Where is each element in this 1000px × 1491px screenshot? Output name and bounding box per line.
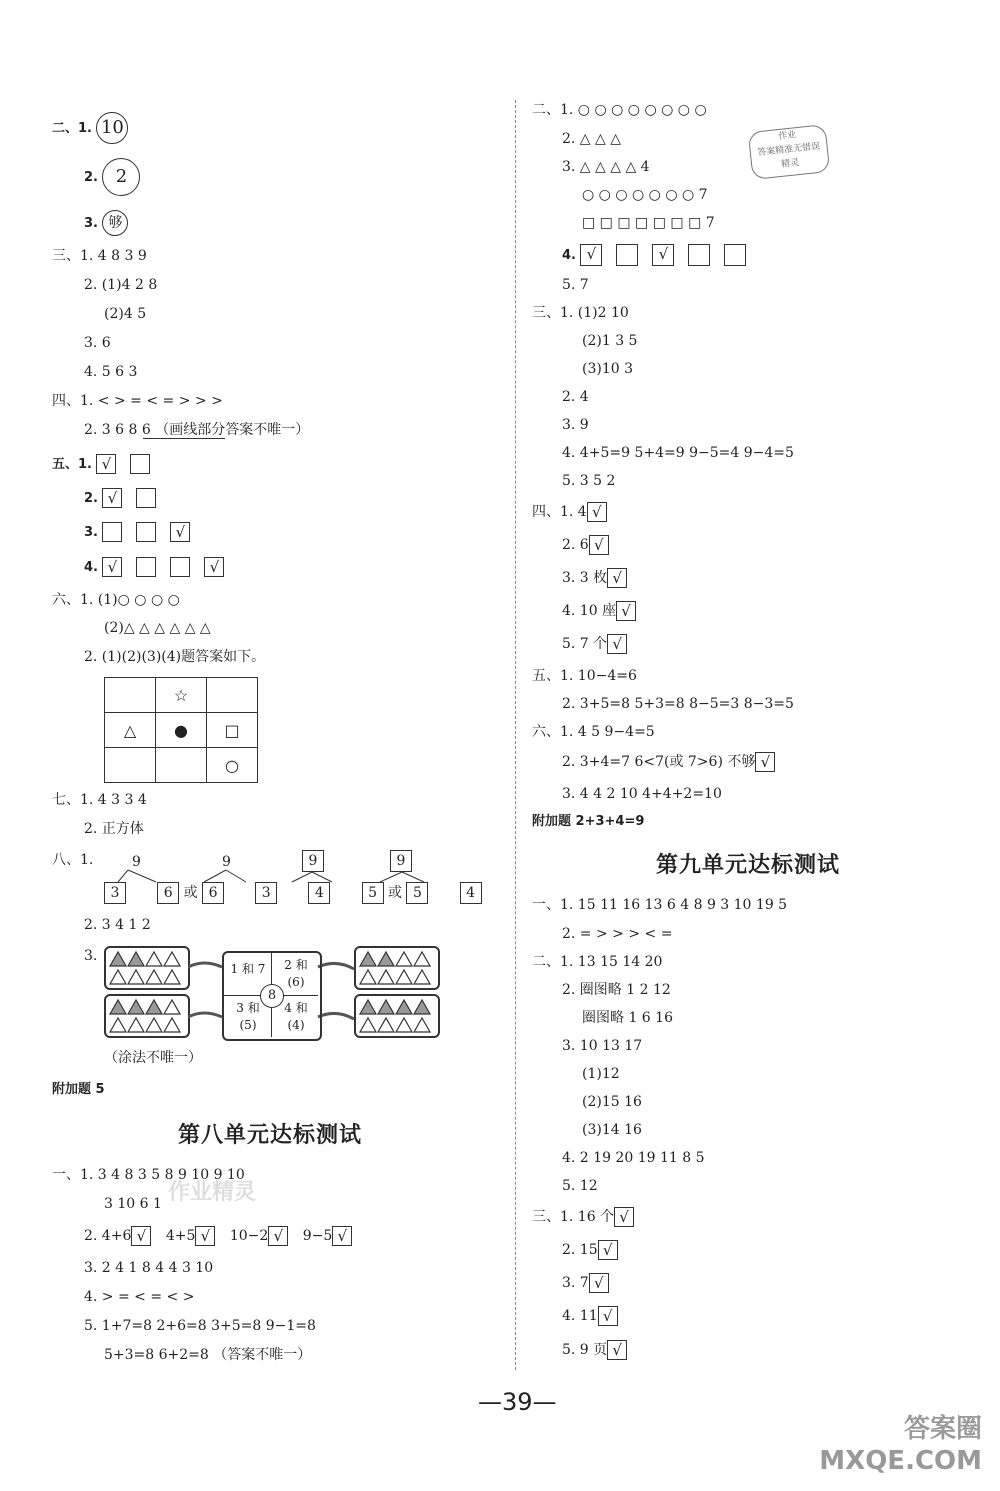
r-s6-line3: 3. 4 4 2 10 4+4+2=10 bbox=[562, 786, 722, 802]
triangle-box bbox=[104, 994, 190, 1038]
triangle-box bbox=[104, 946, 190, 990]
grid-cell: □ bbox=[207, 713, 258, 748]
t8-line3: 3. 2 4 1 8 4 4 3 10 bbox=[84, 1260, 214, 1276]
checked-box: √ bbox=[96, 454, 116, 474]
t8-line5b: 5+3=8 6+2=8 （答案不唯一） bbox=[104, 1347, 312, 1363]
grid-cell: △ bbox=[105, 713, 156, 748]
empty-box bbox=[136, 557, 156, 577]
s6-line1: 六、1. (1)○ ○ ○ ○ bbox=[52, 592, 180, 608]
tree-top: 9 bbox=[222, 854, 231, 870]
site-watermark: 答案圈 MXQE.COM bbox=[819, 1414, 982, 1476]
r-s4-line4: 4. 10 座 √ bbox=[562, 601, 646, 621]
r-s3-line1: 三、1. (1)2 10 bbox=[532, 305, 629, 321]
t8-line4: 4. > = < = < > bbox=[84, 1289, 195, 1305]
r-extra-question: 附加题 2+3+4=9 bbox=[532, 814, 645, 829]
empty-box bbox=[136, 488, 156, 508]
checked-box: √ bbox=[102, 557, 122, 577]
t9-line4: 2. 圈图略 1 2 12 bbox=[562, 982, 671, 998]
checked-box: √ bbox=[170, 522, 190, 542]
s2-item1: 二、1. 10 bbox=[52, 112, 128, 144]
grid-cell: ☆ bbox=[156, 678, 207, 713]
empty-box bbox=[136, 522, 156, 542]
t9-line3: 二、1. 13 15 14 20 bbox=[532, 954, 663, 970]
t8-line2: 2. 4+6 √ 4+5 √ 10−2 √ 9−5 √ bbox=[84, 1226, 362, 1246]
t9-m2: 2. 15 √ bbox=[562, 1240, 628, 1260]
s5-line1: 五、1. √ bbox=[52, 454, 164, 475]
t9-m1: 三、1. 16 个 √ bbox=[532, 1207, 644, 1227]
r-s2-line1: 二、1. ○ ○ ○ ○ ○ ○ ○ ○ bbox=[532, 102, 707, 118]
grid-cell bbox=[105, 678, 156, 713]
t8-line5: 5. 1+7=8 2+6=8 3+5=8 9−1=8 bbox=[84, 1318, 316, 1334]
r-s6-line1: 六、1. 4 5 9−4=5 bbox=[532, 724, 655, 740]
grid-cell bbox=[207, 678, 258, 713]
r-s2-line5: 5. 7 bbox=[562, 277, 589, 293]
triangle-box bbox=[354, 994, 440, 1038]
empty-box bbox=[102, 522, 122, 542]
r-s4-line2: 2. 6 √ bbox=[562, 535, 619, 555]
s3-line2: 2. (1)4 2 8 bbox=[84, 277, 158, 293]
s5-line3: 3. √ bbox=[84, 522, 204, 543]
r-s5-line2: 2. 3+5=8 5+3=8 8−5=3 8−3=5 bbox=[562, 696, 794, 712]
t9-line6: 4. 2 19 20 19 11 8 5 bbox=[562, 1150, 705, 1166]
s3-line4: 4. 5 6 3 bbox=[84, 364, 138, 380]
t9-line7: 5. 12 bbox=[562, 1178, 598, 1194]
t9-line2: 2. = > > > < = bbox=[562, 926, 673, 942]
s8-line2: 2. 3 4 1 2 bbox=[84, 917, 151, 933]
s8-note: （涂法不唯一） bbox=[104, 1050, 202, 1066]
split-cell: 2 和 (6) bbox=[284, 958, 308, 989]
r-s2-line3c: □ □ □ □ □ □ □ 7 bbox=[582, 215, 715, 231]
s2-item2: 2. 2 bbox=[84, 158, 140, 196]
s6-line2: 2. (1)(2)(3)(4)题答案如下。 bbox=[84, 649, 266, 665]
page-number: —39— bbox=[478, 1388, 557, 1416]
s6-line1b: (2)△ △ △ △ △ △ bbox=[104, 620, 211, 636]
center-number: 8 bbox=[260, 984, 284, 1008]
split-box bbox=[222, 951, 322, 1041]
r-s3-line3: 3. 9 bbox=[562, 417, 589, 433]
s5-line4: 4. √ √ bbox=[84, 557, 238, 578]
tree-top: 9 bbox=[302, 850, 324, 872]
r-s4-line1: 四、1. 4 √ bbox=[532, 502, 617, 522]
empty-box bbox=[170, 557, 190, 577]
s5-line2: 2. √ bbox=[84, 488, 170, 509]
t9-line5: 3. 10 13 17 bbox=[562, 1038, 643, 1054]
grid-cell: ○ bbox=[207, 748, 258, 783]
t9-line5a: (1)12 bbox=[582, 1066, 620, 1082]
s7-line1: 七、1. 4 3 3 4 bbox=[52, 792, 147, 808]
watermark: 作业精灵 bbox=[168, 1179, 257, 1205]
tree-top: 9 bbox=[132, 854, 141, 870]
t9-line5b: (2)15 16 bbox=[582, 1094, 642, 1110]
s3-line2b: (2)4 5 bbox=[104, 306, 147, 322]
triangle-box bbox=[354, 946, 440, 990]
split-cell: 1 和 7 bbox=[230, 962, 266, 976]
s8-line3: 3. bbox=[84, 948, 98, 964]
position-grid bbox=[104, 677, 258, 783]
s7-line2: 2. 正方体 bbox=[84, 821, 144, 837]
grid-cell bbox=[105, 748, 156, 783]
r-s3-line5: 5. 3 5 2 bbox=[562, 473, 616, 489]
grid-cell bbox=[156, 748, 207, 783]
t9-line5c: (3)14 16 bbox=[582, 1122, 642, 1138]
s2-item3: 3. 够 bbox=[84, 210, 128, 236]
unit9-title: 第九单元达标测试 bbox=[656, 852, 841, 878]
r-s6-line2: 2. 3+4=7 6<7(或 7>6) 不够 √ bbox=[562, 752, 785, 772]
circled-answer: 2 bbox=[102, 158, 140, 196]
t9-line4b: 圈图略 1 6 16 bbox=[582, 1010, 673, 1026]
r-s2-line2: 2. △ △ △ bbox=[562, 131, 622, 147]
underline bbox=[143, 438, 225, 439]
t9-m3: 3. 7 √ bbox=[562, 1273, 619, 1293]
t9-line1: 一、1. 15 11 16 13 6 4 8 9 3 10 19 5 bbox=[532, 897, 788, 913]
t8-line1: 一、1. 3 4 8 3 5 8 9 10 9 10 bbox=[52, 1167, 245, 1183]
r-s2-line3: 3. △ △ △ △ 4 bbox=[562, 159, 650, 175]
circled-answer: 10 bbox=[96, 112, 128, 144]
s3-line1: 三、1. 4 8 3 9 bbox=[52, 248, 147, 264]
extra-question: 附加题 5 bbox=[52, 1082, 105, 1097]
checked-box: √ bbox=[204, 557, 224, 577]
r-s3-line4: 4. 4+5=9 5+4=9 9−5=4 9−4=5 bbox=[562, 445, 794, 461]
tree-top: 9 bbox=[390, 850, 412, 872]
r-s3-line1c: (3)10 3 bbox=[582, 361, 634, 377]
split-cell: 3 和 (5) bbox=[236, 1001, 260, 1032]
stamp-logo: 作业 答案精准无错误 精灵 bbox=[748, 124, 831, 180]
unit8-title: 第八单元达标测试 bbox=[178, 1122, 363, 1148]
s8-label: 八、1. bbox=[52, 852, 94, 868]
t8-line1b: 3 10 6 1 bbox=[104, 1196, 162, 1212]
circled-answer: 够 bbox=[102, 210, 128, 236]
r-s2-line3b: ○ ○ ○ ○ ○ ○ ○ 7 bbox=[582, 187, 708, 203]
empty-box bbox=[130, 454, 150, 474]
split-cell: 4 和 (4) bbox=[284, 1001, 308, 1032]
r-s4-line5: 5. 7 个 √ bbox=[562, 634, 637, 654]
r-s5-line1: 五、1. 10−4=6 bbox=[532, 668, 637, 684]
checked-box: √ bbox=[102, 488, 122, 508]
t9-m5: 5. 9 页 √ bbox=[562, 1340, 637, 1360]
s4-line1: 四、1. < > = < = > > > bbox=[52, 393, 223, 409]
tree-row: 3 6 或 6 3 4 5 或 5 4 bbox=[104, 882, 482, 904]
s4-line2: 2. 3 6 8 6 （画线部分答案不唯一） bbox=[84, 422, 310, 438]
r-s3-line2: 2. 4 bbox=[562, 389, 589, 405]
r-s3-line1b: (2)1 3 5 bbox=[582, 333, 638, 349]
grid-cell: ● bbox=[156, 713, 207, 748]
t9-m4: 4. 11 √ bbox=[562, 1306, 628, 1326]
s3-line3: 3. 6 bbox=[84, 335, 111, 351]
r-s4-line3: 3. 3 枚 √ bbox=[562, 568, 637, 588]
r-s2-line4: 4. √ √ bbox=[562, 244, 760, 266]
column-divider bbox=[515, 100, 516, 1370]
